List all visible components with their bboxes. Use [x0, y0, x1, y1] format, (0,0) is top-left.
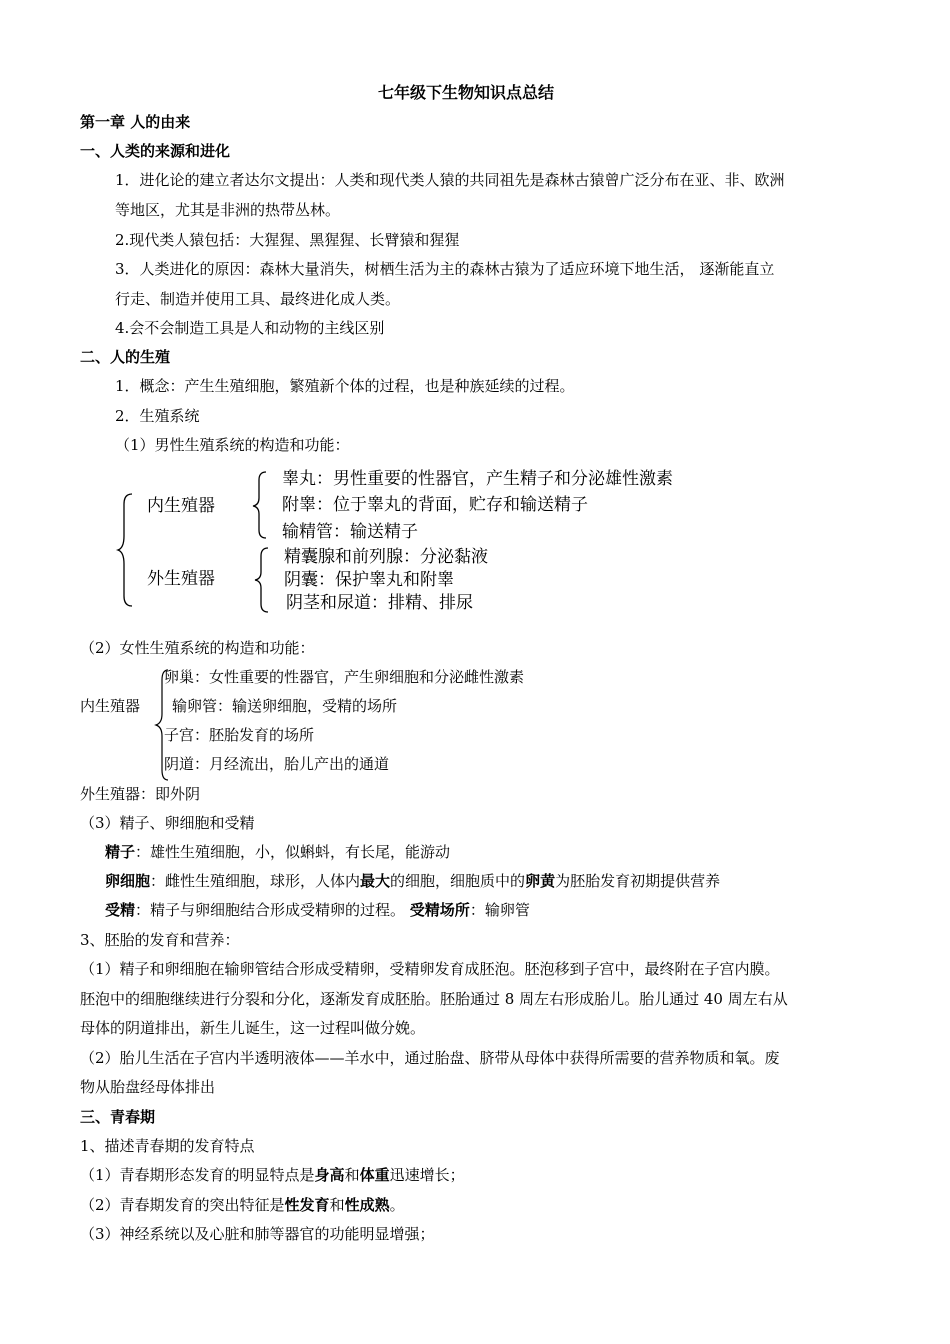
emphasis: 身高 — [314, 1166, 345, 1184]
outer-brace — [118, 492, 138, 612]
inner-brace — [252, 470, 272, 540]
subsection-title: 3、胚胎的发育和营养： — [80, 931, 240, 949]
list-item: （3）神经系统以及心脏和肺等器官的功能明显增强； — [80, 1225, 435, 1243]
paragraph: 1．进化论的建立者达尔文提出：人类和现代类人猿的共同祖先是森林古猿曾广泛分布在亚、非、欧洲 — [115, 171, 785, 189]
paragraph: （2）胎儿生活在子宫内半透明液体——羊水中，通过胎盘、脐带从母体中获得所需要的营养物质和氧。废 — [80, 1049, 780, 1067]
female-inner-item: 阴道：月经流出，胎儿产出的通道 — [164, 755, 390, 773]
paragraph: 行走、制造并使用工具、最终进化成人类。 — [115, 290, 401, 308]
text: （1）青春期形态发育的明显特点是 — [80, 1166, 315, 1184]
female-system-title: （2）女性生殖系统的构造和功能： — [80, 639, 315, 657]
paragraph: 4.会不会制造工具是人和动物的主线区别 — [115, 319, 385, 337]
paragraph: 等地区，尤其是非洲的热带丛林。 — [115, 201, 341, 219]
male-inner-item: 附睾：位于睾丸的背面，贮存和输送精子 — [282, 495, 588, 515]
definition: ：输卵管 — [469, 901, 530, 919]
male-inner-item: 睾丸：男性重要的性器官，产生精子和分泌雄性激素 — [282, 469, 673, 489]
text: 和 — [329, 1196, 345, 1214]
emphasis: 性发育 — [284, 1196, 330, 1214]
female-inner-label: 内生殖器 — [80, 697, 141, 715]
female-outer: 外生殖器：即外阴 — [80, 785, 201, 803]
male-inner-item: 输精管：输送精子 — [282, 522, 418, 542]
term: 卵细胞 — [105, 872, 151, 890]
male-outer-label: 外生殖器 — [147, 569, 215, 589]
definition: ：精子与卵细胞结合形成受精卵的过程。 — [135, 901, 410, 919]
paragraph: （1）精子和卵细胞在输卵管结合形成受精卵，受精卵发育成胚泡。胚泡移到子宫中，最终附在子宫内膜。 — [80, 960, 780, 978]
definition: 为胚胎发育初期提供营养 — [555, 872, 721, 890]
page-title: 七年级下生物知识点总结 — [378, 83, 555, 102]
fertilization-definition — [105, 900, 530, 920]
egg-definition — [105, 871, 720, 891]
section-heading-3: 三、青春期 — [80, 1108, 156, 1126]
definition: ：雄性生殖细胞，小，似蝌蚪，有长尾，能游动 — [135, 843, 451, 861]
list-item — [80, 1195, 405, 1215]
male-outer-item: 精囊腺和前列腺：分泌黏液 — [284, 547, 488, 567]
emphasis: 卵黄 — [525, 872, 556, 890]
term: 受精场所 — [409, 901, 470, 919]
emphasis: 性成熟 — [344, 1196, 390, 1214]
male-outer-item: 阴茎和尿道：排精、排尿 — [286, 593, 473, 613]
paragraph: 2.现代类人猿包括：大猩猩、黑猩猩、长臂猿和猩猩 — [115, 231, 460, 249]
outer-organs-brace — [254, 546, 274, 614]
male-inner-label: 内生殖器 — [147, 496, 215, 516]
term: 精子 — [105, 843, 136, 861]
text: 。 — [389, 1196, 405, 1214]
paragraph: 1、描述青春期的发育特点 — [80, 1137, 255, 1155]
emphasis: 最大 — [360, 872, 391, 890]
paragraph: 1．概念：产生生殖细胞，繁殖新个体的过程，也是种族延续的过程。 — [115, 377, 575, 395]
male-system-title: （1）男性生殖系统的构造和功能： — [115, 436, 350, 454]
female-inner-item: 子宫：胚胎发育的场所 — [164, 726, 315, 744]
definition: ：雌性生殖细胞，球形，人体内 — [150, 872, 361, 890]
emphasis: 体重 — [359, 1166, 390, 1184]
paragraph: 2．生殖系统 — [115, 407, 200, 425]
paragraph: 物从胎盘经母体排出 — [80, 1078, 216, 1096]
list-item — [80, 1165, 465, 1185]
section-heading-2: 二、人的生殖 — [80, 348, 171, 366]
subsection-title: （3）精子、卵细胞和受精 — [80, 814, 255, 832]
paragraph: 胚泡中的细胞继续进行分裂和分化，逐渐发育成胚胎。胚胎通过 8 周左右形成胎儿。胎儿通过 40 周左右从 — [80, 990, 788, 1008]
paragraph: 3．人类进化的原因：森林大量消失，树栖生活为主的森林古猿为了适应环境下地生活， 逐渐能直立 — [115, 260, 775, 278]
chapter-heading: 第一章 人的由来 — [80, 113, 191, 131]
text: （2）青春期发育的突出特征是 — [80, 1196, 285, 1214]
section-heading-1: 一、人类的来源和进化 — [80, 142, 231, 160]
paragraph: 母体的阴道排出，新生儿诞生，这一过程叫做分娩。 — [80, 1019, 426, 1037]
text: 迅速增长； — [389, 1166, 465, 1184]
male-outer-item: 阴囊：保护睾丸和附睾 — [284, 570, 454, 590]
female-inner-item: 卵巢：女性重要的性器官，产生卵细胞和分泌雌性激素 — [164, 668, 525, 686]
text: 和 — [344, 1166, 360, 1184]
definition: 的细胞，细胞质中的 — [390, 872, 526, 890]
term: 受精 — [105, 901, 136, 919]
sperm-definition — [105, 842, 450, 862]
female-inner-item: 输卵管：输送卵细胞，受精的场所 — [172, 697, 398, 715]
